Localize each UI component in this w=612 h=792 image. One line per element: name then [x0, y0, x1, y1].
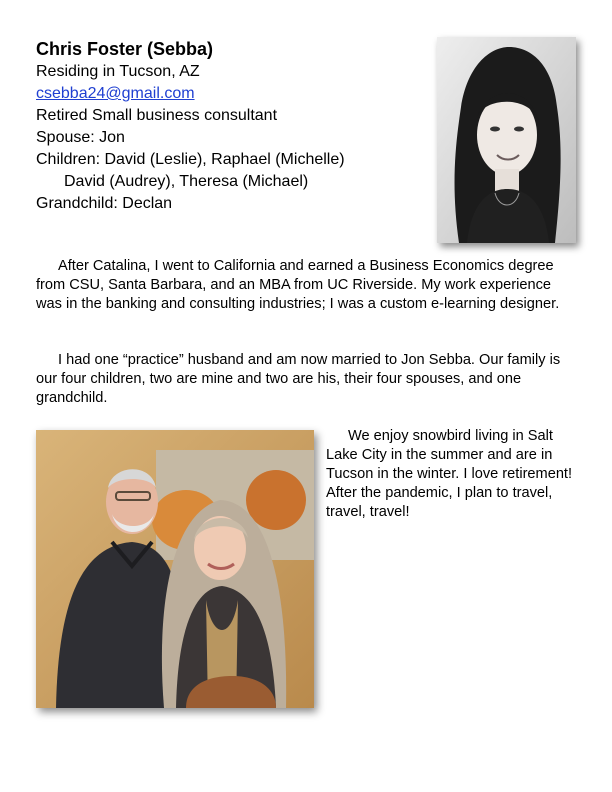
children-line-2: David (Audrey), Theresa (Michael) — [64, 173, 309, 190]
paragraph-1-text: After Catalina, I went to California and earned a Business Economics degree from CSU, Santa Barbara, and an MBA from UC Riverside. My work experience was in the banking and consulting industries; I was a custom e-learning designer. — [36, 258, 560, 312]
paragraph-2-text: I had one “practice” husband and am now married to Jon Sebba. Our family is our four children, two are mine and two are his, their four spouses, and one grandchild. — [36, 352, 561, 406]
grandchild-line: Grandchild: Declan — [36, 195, 173, 212]
paragraph-retirement — [326, 427, 576, 522]
yearbook-photo — [437, 37, 576, 243]
children-line-1: Children: David (Leslie), Raphael (Michelle) — [36, 151, 345, 168]
paragraph-family — [36, 351, 576, 408]
spouse-line: Spouse: Jon — [36, 129, 125, 146]
occupation-line: Retired Small business consultant — [36, 107, 278, 124]
couple-photo — [36, 430, 314, 708]
profile-header — [36, 38, 426, 215]
paragraph-3-text: We enjoy snowbird living in Salt Lake City in the summer and are in Tucson in the winter. I love retirement! After the pandemic, I plan to travel, travel, travel! — [326, 428, 573, 520]
profile-name: Chris Foster (Sebba) — [36, 39, 214, 59]
residence-line: Residing in Tucson, AZ — [36, 63, 200, 80]
email-link[interactable]: csebba24@gmail.com — [36, 85, 195, 102]
paragraph-education — [36, 257, 576, 314]
